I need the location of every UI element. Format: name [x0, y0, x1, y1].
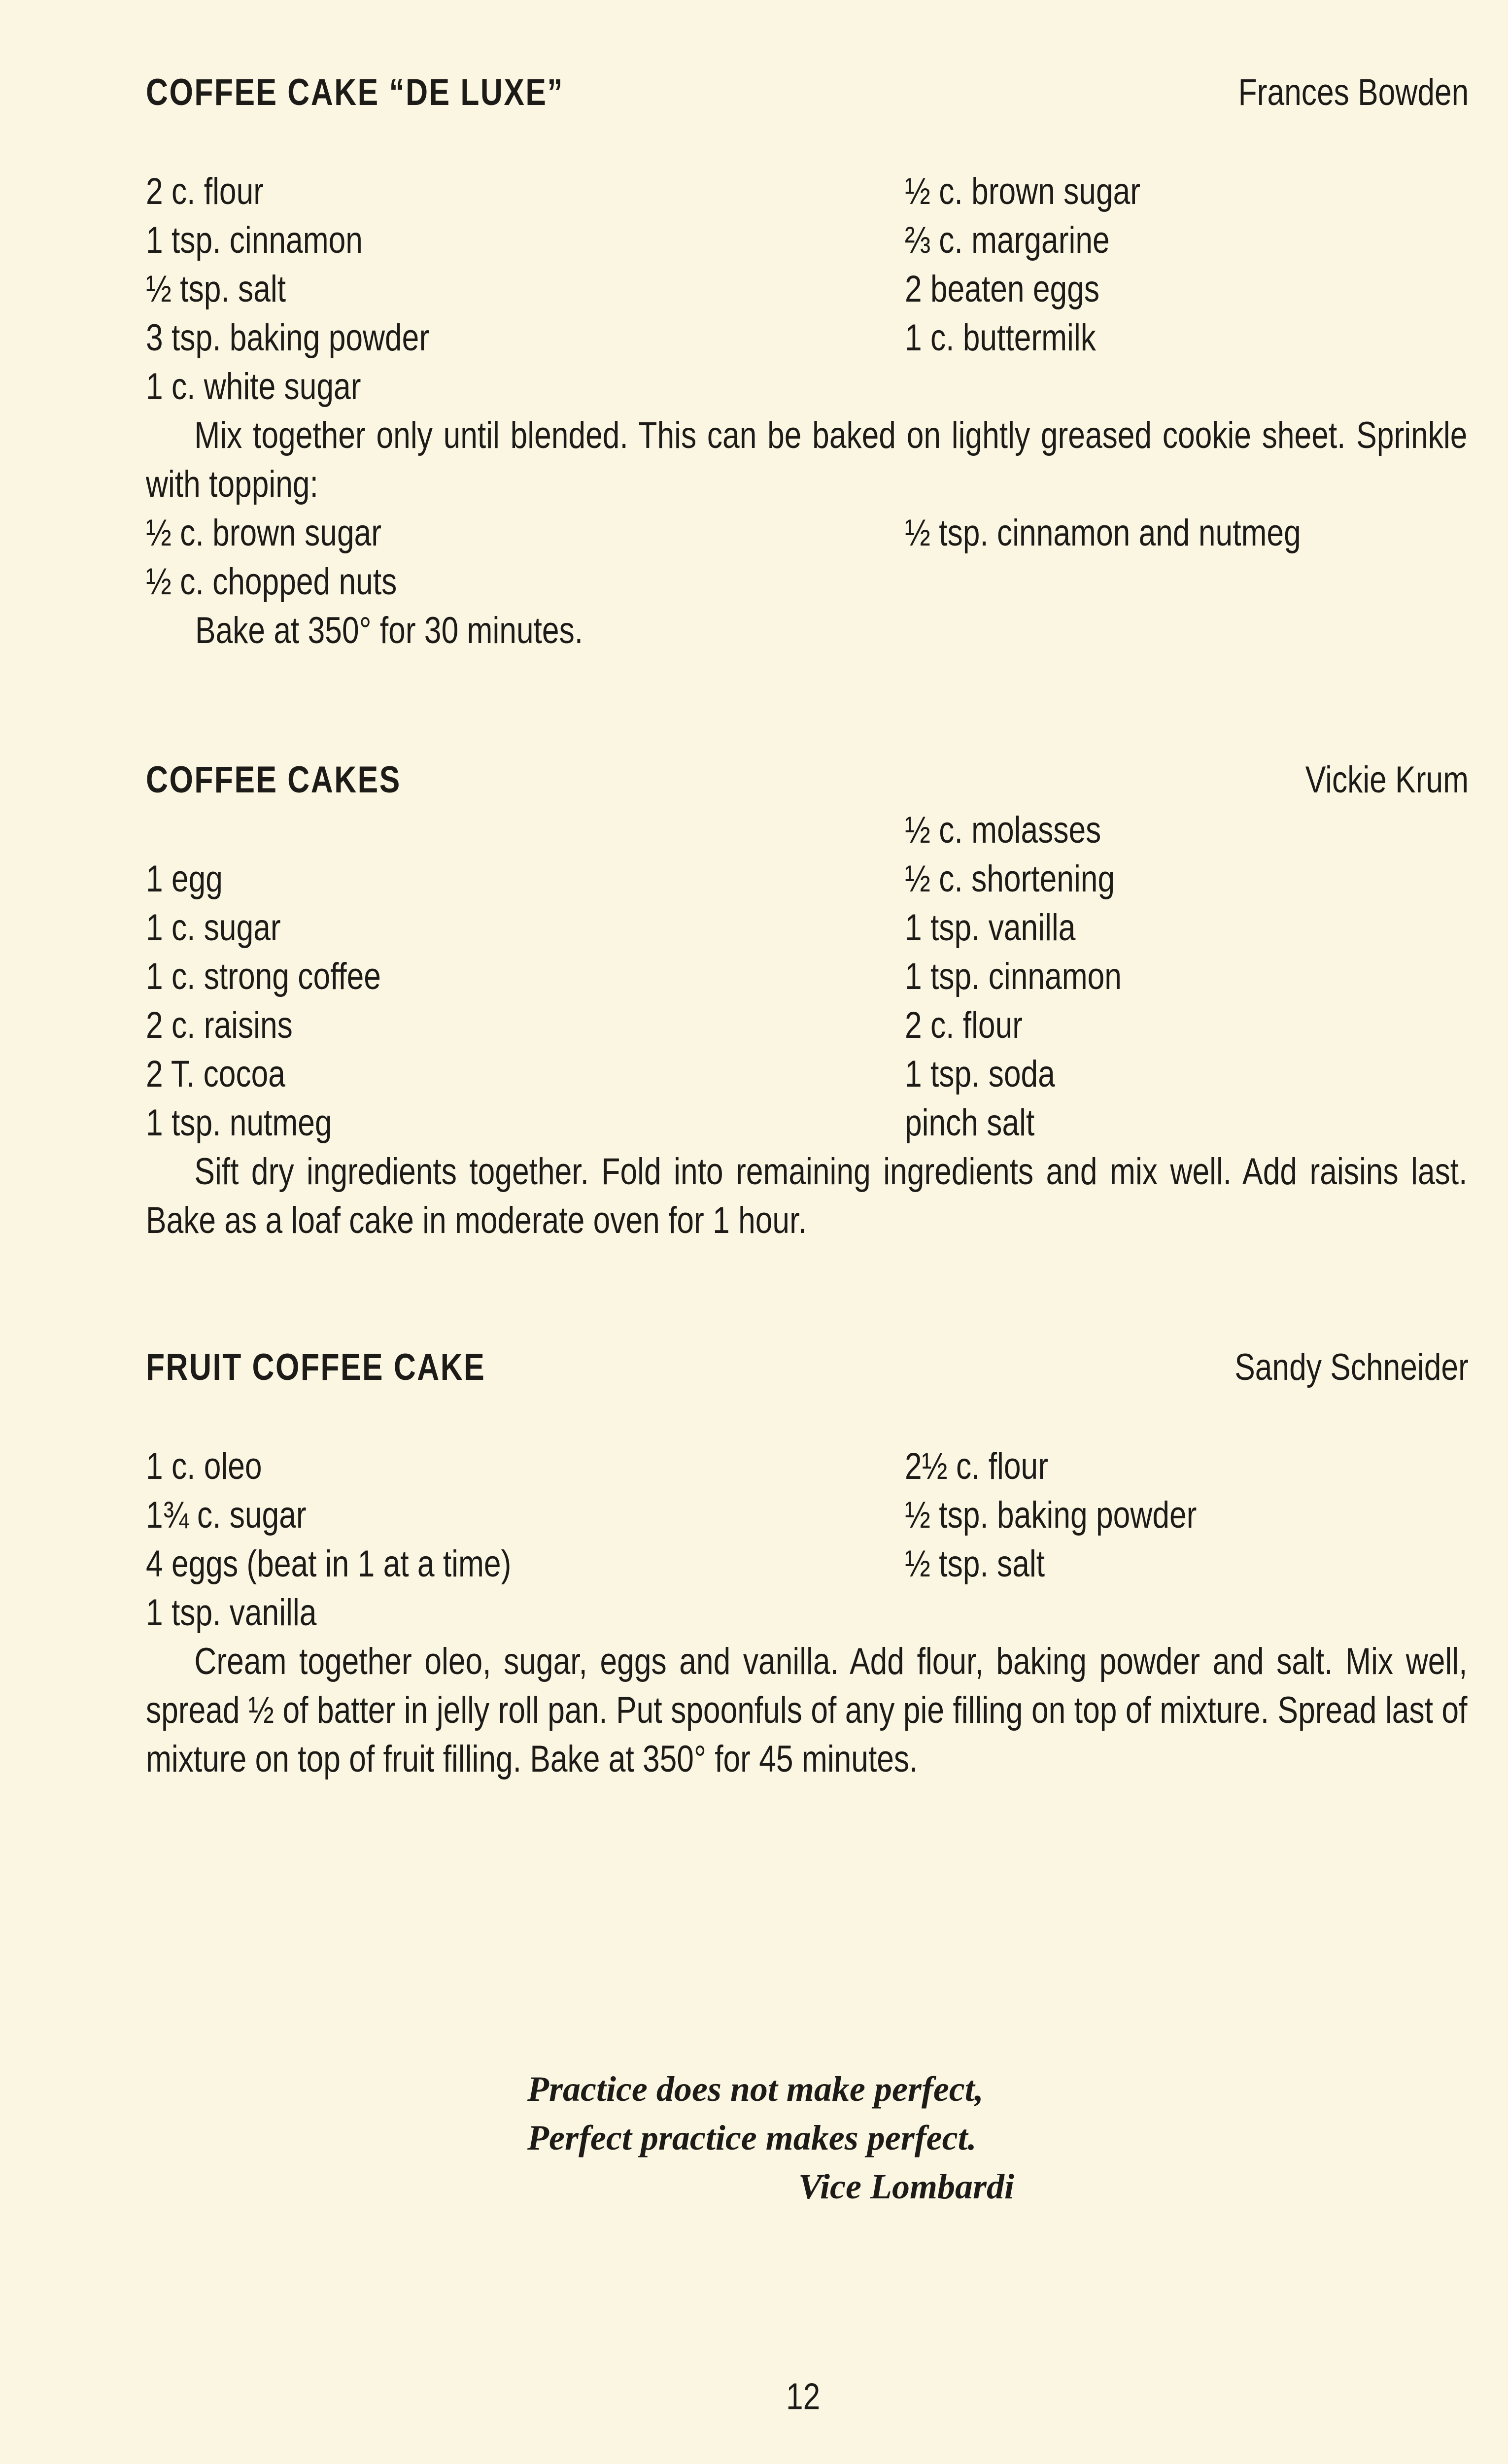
ingredient-row: [146, 855, 1469, 903]
ingredient: ½ c. brown sugar: [146, 512, 382, 554]
ingredient: ½ c. shortening: [905, 858, 1115, 900]
topping-row: [146, 509, 1469, 557]
ingredient: 1 tsp. cinnamon: [146, 219, 363, 261]
ingredient-row: [146, 1001, 1469, 1050]
ingredient-row: [146, 806, 1469, 855]
ingredient: ½ tsp. baking powder: [905, 1494, 1197, 1536]
quote-block: [527, 2065, 1014, 2211]
ingredient-row: [146, 1588, 1469, 1637]
ingredient-row: [146, 1050, 1469, 1098]
ingredient-row: [146, 1540, 1469, 1588]
recipe-instructions: Cream together oleo, sugar, eggs and vanilla. Add flour, baking powder and salt. Mix well, spread ½ of batter in jelly roll pan. Put spoonfuls of any pie filling on top of mixture. Spread last of mixture on top of fruit filling. Bake at 350° for 45 minutes.: [146, 1641, 1468, 1780]
ingredient: ½ c. brown sugar: [905, 171, 1141, 212]
bake-instruction: Bake at 350° for 30 minutes.: [195, 610, 583, 651]
topping-row: [146, 557, 1469, 606]
recipe-fruit-coffee-cake: [146, 1339, 1469, 1783]
recipe-title: COFFEE CAKES: [146, 759, 401, 801]
ingredient-row: [146, 1098, 1469, 1147]
recipe-instructions: Mix together only until blended. This can be baked on lightly greased cookie sheet. Sprinkle with topping:: [146, 414, 1468, 505]
ingredient: ½ tsp. salt: [146, 268, 286, 310]
ingredient: 1 c. sugar: [146, 907, 281, 949]
ingredient: 1 tsp. soda: [905, 1053, 1055, 1095]
quote-line: Perfect practice makes perfect.: [527, 2118, 977, 2157]
ingredient: 1 c. buttermilk: [905, 317, 1096, 359]
ingredient: ½ tsp. salt: [905, 1543, 1045, 1585]
ingredient-row: [146, 952, 1469, 1001]
recipe-coffee-cake-de-luxe: [146, 64, 1469, 655]
ingredient: 1 tsp. nutmeg: [146, 1102, 332, 1144]
ingredient: ½ c. chopped nuts: [146, 561, 397, 603]
recipe-title: COFFEE CAKE “DE LUXE”: [146, 71, 564, 113]
recipe-author: Frances Bowden: [1238, 71, 1469, 113]
ingredient: pinch salt: [905, 1102, 1035, 1144]
ingredient-row: [146, 1442, 1469, 1491]
ingredient: 2½ c. flour: [905, 1445, 1048, 1487]
bake-row: [146, 606, 1469, 655]
recipe-instructions: Sift dry ingredients together. Fold into remaining ingredients and mix well. Add raisins last. Bake as a loaf cake in moderate oven for 1 hour.: [146, 1151, 1468, 1241]
ingredient: ½ c. molasses: [905, 809, 1101, 851]
ingredient: 1 tsp. vanilla: [905, 907, 1076, 949]
recipe-author: Vickie Krum: [1305, 759, 1469, 801]
ingredient: 1 c. white sugar: [146, 366, 361, 408]
recipe-author: Sandy Schneider: [1234, 1346, 1469, 1388]
ingredient: 1 tsp. vanilla: [146, 1592, 317, 1634]
ingredient: 1 tsp. cinnamon: [905, 956, 1122, 997]
ingredient-row: [146, 903, 1469, 952]
ingredient: 2 c. flour: [146, 171, 264, 212]
ingredient-row: [146, 362, 1469, 411]
ingredient-row: [146, 167, 1469, 216]
ingredient: ⅔ c. margarine: [905, 219, 1110, 261]
ingredient: 4 eggs (beat in 1 at a time): [146, 1543, 512, 1585]
quote-attribution: Vice Lombardi: [798, 2167, 1014, 2206]
recipe-title: FRUIT COFFEE CAKE: [146, 1346, 486, 1388]
ingredient: 2 c. flour: [905, 1004, 1023, 1046]
ingredient: 2 beaten eggs: [905, 268, 1100, 310]
ingredient-row: [146, 1491, 1469, 1540]
ingredient: 1 c. oleo: [146, 1445, 262, 1487]
quote-line: Practice does not make perfect,: [527, 2069, 984, 2109]
page-number: 12: [786, 2376, 821, 2418]
ingredient: ½ tsp. cinnamon and nutmeg: [905, 512, 1301, 554]
ingredient: 2 c. raisins: [146, 1004, 293, 1046]
recipe-coffee-cakes: [146, 752, 1469, 1245]
ingredient: 3 tsp. baking powder: [146, 317, 430, 359]
ingredient: 1¾ c. sugar: [146, 1494, 307, 1536]
ingredient: 1 egg: [146, 858, 223, 900]
ingredient-row: [146, 313, 1469, 362]
ingredient-row: [146, 216, 1469, 265]
ingredient: 2 T. cocoa: [146, 1053, 285, 1095]
ingredient-row: [146, 265, 1469, 313]
ingredient: 1 c. strong coffee: [146, 956, 381, 997]
